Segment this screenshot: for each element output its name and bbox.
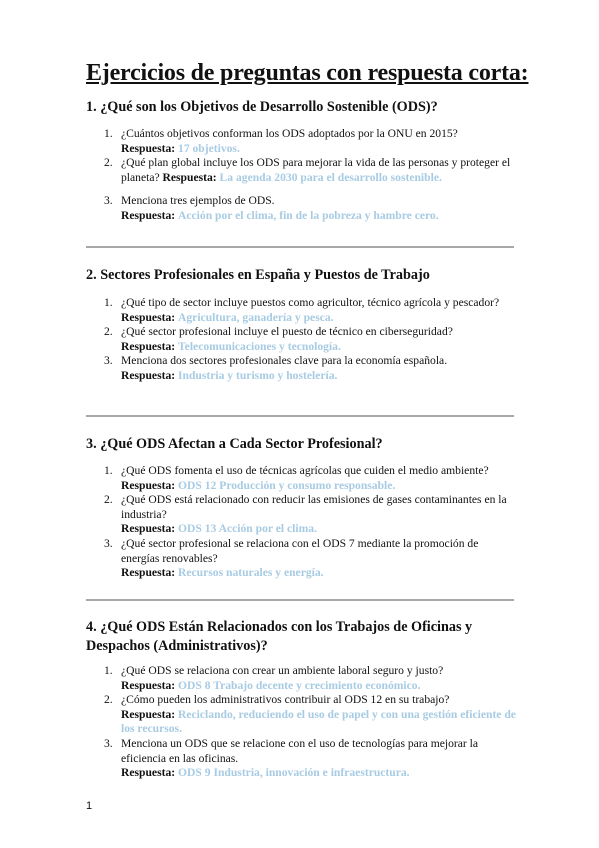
question-number: 1. (104, 296, 113, 309)
answer-text: ODS 12 Producción y consumo responsable. (178, 478, 396, 492)
section-divider (86, 246, 514, 248)
answer-label: Respuesta: (121, 707, 176, 721)
answer-label: Respuesta: (121, 310, 176, 324)
question-text: ¿Qué tipo de sector incluye puestos como agricultor, técnico agrícola y pescador? (121, 296, 500, 309)
question-text: ¿Qué ODS está relacionado con reducir las emisiones de gases contaminantes en la industria? (121, 493, 507, 521)
question-number: 3. (104, 536, 113, 550)
question-number: 2. (104, 493, 113, 507)
section-1-questions (86, 127, 516, 224)
answer-label: Respuesta: (121, 566, 176, 580)
question-number: 3. (104, 354, 113, 368)
section-4-heading: 4. ¿Qué ODS Están Relacionados con los Trabajos de Oficinas y Despachos (Administrativos)? (86, 619, 473, 654)
question-text: ¿Qué ODS fomenta el uso de técnicas agrícolas que cuiden el medio ambiente? (121, 464, 489, 477)
question-item (86, 493, 516, 537)
answer-label: Respuesta: (121, 208, 176, 222)
answer-text: La agenda 2030 para el desarrollo sostenible. (219, 170, 442, 184)
question-number: 2. (104, 156, 113, 170)
question-number: 2. (104, 693, 113, 707)
answer-label: Respuesta: (121, 141, 176, 155)
answer-label: Respuesta: (121, 339, 176, 353)
question-text: ¿Cómo pueden los administrativos contribuir al ODS 12 en su trabajo? (121, 693, 450, 707)
answer-label: Respuesta: (121, 478, 176, 492)
section-divider (86, 415, 514, 417)
section-4-questions (86, 664, 516, 781)
question-text: ¿Qué sector profesional se relaciona con el ODS 7 mediante la promoción de energías renovables? (121, 536, 479, 565)
question-text: ¿Qué ODS se relaciona con crear un ambiente laboral seguro y justo? (121, 664, 444, 677)
question-item (86, 464, 516, 493)
question-text: ¿Cuántos objetivos conforman los ODS adoptados por la ONU en 2015? (121, 127, 458, 140)
question-number: 3. (104, 194, 113, 208)
section-2-questions (86, 296, 516, 384)
answer-text: ODS 13 Acción por el clima. (178, 522, 317, 536)
section-2-heading: 2. Sectores Profesionales en España y Puestos de Trabajo (86, 267, 430, 283)
answer-text: Telecomunicaciones y tecnología. (178, 339, 341, 353)
page-title: Ejercicios de preguntas con respuesta corta: (86, 60, 529, 86)
section-3-questions (86, 464, 516, 581)
question-text: ¿Qué plan global incluye los ODS para mejorar la vida de las personas y proteger el planeta? (121, 156, 511, 184)
answer-label: Respuesta: (121, 766, 176, 780)
answer-label: Respuesta: (121, 678, 176, 692)
answer-label: Respuesta: (121, 368, 176, 382)
question-number: 3. (104, 736, 113, 750)
question-item (86, 325, 516, 354)
section-divider (86, 599, 514, 601)
question-text: ¿Qué sector profesional incluye el puesto de técnico en ciberseguridad? (121, 325, 453, 339)
section-3-heading: 3. ¿Qué ODS Afectan a Cada Sector Profesional? (86, 436, 383, 452)
question-number: 2. (104, 325, 113, 339)
question-item (86, 127, 516, 156)
section-1-heading: 1. ¿Qué son los Objetivos de Desarrollo Sostenible (ODS)? (86, 99, 438, 115)
answer-text: Recursos naturales y energía. (178, 566, 324, 580)
question-text: Menciona tres ejemplos de ODS. (121, 194, 275, 208)
answer-text: Industria y turismo y hostelería. (178, 368, 338, 382)
question-item (86, 737, 516, 781)
question-item (86, 664, 516, 693)
question-item (86, 156, 516, 185)
answer-label: Respuesta: (162, 170, 217, 184)
question-item (86, 537, 516, 581)
question-text: Menciona un ODS que se relacione con el uso de tecnologías para mejorar la eficiencia en las oficinas. (121, 736, 479, 765)
answer-text: ODS 9 Industria, innovación e infraestructura. (178, 766, 410, 780)
answer-text: 17 objetivos. (178, 141, 240, 155)
answer-label: Respuesta: (121, 522, 176, 536)
question-item (86, 693, 516, 737)
question-number: 1. (104, 464, 113, 477)
answer-text: Reciclando, reduciendo el uso de papel y con una gestión eficiente de los recursos. (121, 707, 516, 736)
question-item (86, 296, 516, 325)
question-text: Menciona dos sectores profesionales clave para la economía española. (121, 354, 448, 368)
question-number: 1. (104, 127, 113, 140)
page-number: 1 (86, 800, 93, 812)
answer-text: Agricultura, ganadería y pesca. (178, 310, 334, 324)
question-number: 1. (104, 664, 113, 677)
question-item (86, 194, 516, 223)
question-item (86, 354, 516, 383)
answer-text: ODS 8 Trabajo decente y crecimiento económico. (178, 678, 421, 692)
answer-text: Acción por el clima, fin de la pobreza y hambre cero. (178, 208, 439, 222)
